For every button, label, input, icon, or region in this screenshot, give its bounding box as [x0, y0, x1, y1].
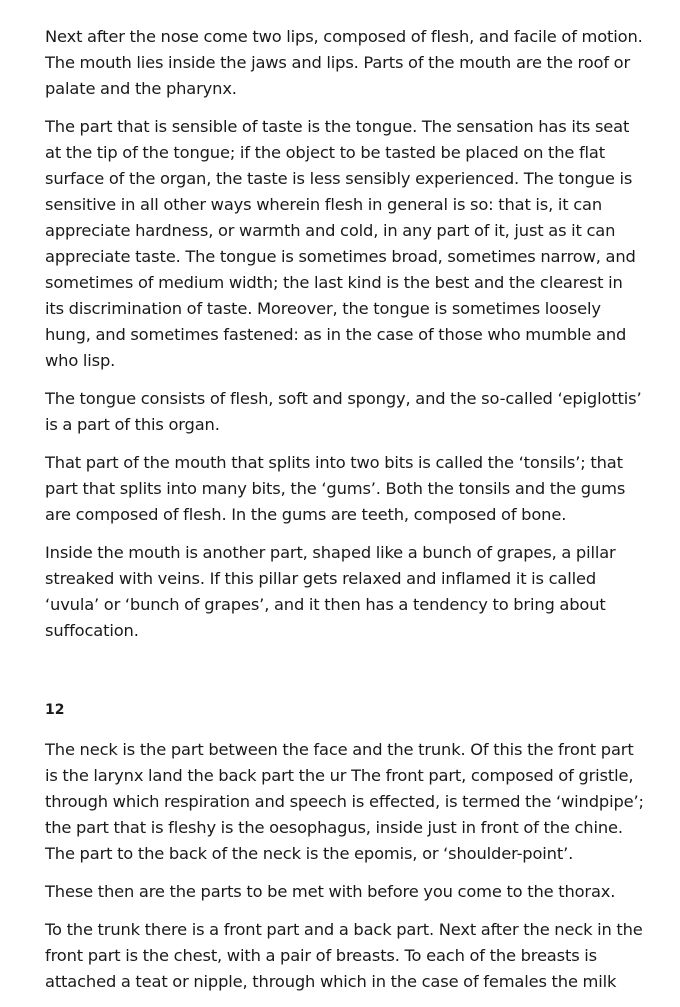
- paragraph: That part of the mouth that splits into two bits is called the ‘tonsils’; that part that splits into many bits, the ‘gums’. Both the tonsils and the gums are composed of flesh. In the gums are teeth, composed of bone.: [45, 453, 626, 524]
- paragraph: Next after the nose come two lips, composed of flesh, and facile of motion. The mouth lies inside the jaws and lips. Parts of the mouth are the roof or palate and the pharynx.: [45, 27, 643, 98]
- paragraph: To the trunk there is a front part and a back part. Next after the neck in the front part is the chest, with a pair of breasts. To each of the breasts is attached a teat or nipple, through which in the case of females the milk: [45, 920, 643, 991]
- paragraph: Inside the mouth is another part, shaped like a bunch of grapes, a pillar streaked with veins. If this pillar gets relaxed and inflamed it is called ‘uvula’ or ‘bunch of grapes’, and it then has a tendency to bring about suffocation.: [45, 543, 616, 640]
- paragraph: The neck is the part between the face and the trunk. Of this the front part is the larynx land the back part the ur The front part, composed of gristle, through which respiration and speech is effected, is termed the ‘windpipe’; the part that is fleshy is the oesophagus, inside just in front of the chine. The part to the back of the neck is the epomis, or ‘shoulder-point’.: [45, 740, 644, 863]
- document-page: [45, 24, 645, 1007]
- paragraph: The part that is sensible of taste is the tongue. The sensation has its seat at the tip of the tongue; if the object to be tasted be placed on the flat surface of the organ, the taste is less sensibly experienced. The tongue is sensitive in all other ways wherein flesh in general is so: that is, it can appreciate hardness, or warmth and cold, in any part of it, just as it can appreciate taste. The tongue is sometimes broad, sometimes narrow, and sometimes of medium width; the last kind is the best and the clearest in its discrimination of taste. Moreover, the tongue is sometimes loosely hung, and sometimes fastened: as in the case of those who mumble and who lisp.: [45, 117, 636, 370]
- paragraph: The tongue consists of flesh, soft and spongy, and the so-called ‘epiglottis’ is a part of this organ.: [45, 389, 642, 434]
- paragraph: These then are the parts to be met with before you come to the thorax.: [45, 882, 616, 901]
- section-number: 12: [45, 702, 65, 718]
